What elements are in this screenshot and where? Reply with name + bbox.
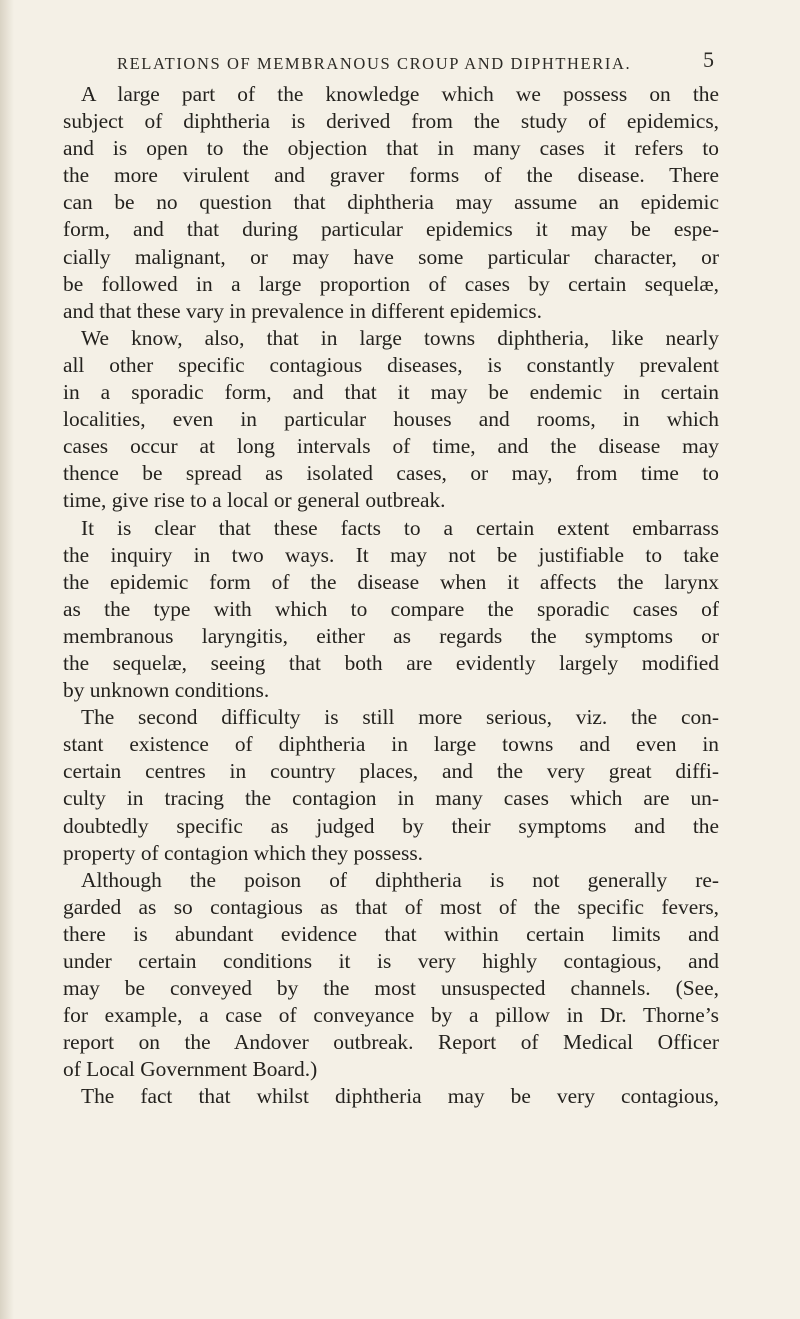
text-line: the sequelæ, seeing that both are evidently largely modified [63, 650, 719, 675]
text-line: The fact that whilst diphtheria may be very contagious, [81, 1084, 719, 1109]
text-line: the inquiry in two ways. It may not be justifiable to take [63, 542, 719, 567]
text-line: time, give rise to a local or general outbreak. [63, 488, 446, 513]
text-line: there is abundant evidence that within certain limits and [63, 921, 719, 946]
text-line: can be no question that diphtheria may assume an epidemic [63, 190, 719, 215]
text-line: property of contagion which they possess. [63, 840, 424, 865]
text-line: by unknown conditions. [63, 678, 270, 703]
text-line: the epidemic form of the disease when it affects the larynx [63, 569, 719, 594]
text-line: It is clear that these facts to a certain extent embarrass [81, 515, 719, 540]
text-line: culty in tracing the contagion in many cases which are un- [63, 786, 719, 811]
running-head: RELATIONS OF MEMBRANOUS CROUP AND DIPHTHERIA. [117, 54, 632, 73]
text-line: the more virulent and graver forms of the disease. There [63, 163, 719, 188]
text-line: membranous laryngitis, either as regards the symptoms or [63, 623, 719, 648]
text-line: in a sporadic form, and that it may be endemic in certain [63, 380, 719, 405]
page-gutter-shadow [0, 0, 14, 1319]
text-line: cially malignant, or may have some particular character, or [63, 244, 719, 269]
text-line: stant existence of diphtheria in large towns and even in [63, 732, 719, 757]
text-line: form, and that during particular epidemics it may be espe- [63, 217, 719, 242]
text-line: and is open to the objection that in many cases it refers to [63, 136, 719, 161]
text-line: all other specific contagious diseases, is constantly prevalent [63, 352, 719, 377]
text-line: be followed in a large proportion of cases by certain sequelæ, [63, 271, 719, 296]
text-line: garded as so contagious as that of most of the specific fevers, [63, 894, 719, 919]
page-number: 5 [703, 47, 714, 72]
text-line: A large part of the knowledge which we possess on the [81, 82, 719, 106]
text-line: subject of diphtheria is derived from the study of epidemics, [63, 109, 719, 134]
text-line: doubtedly specific as judged by their symptoms and the [63, 813, 719, 838]
text-line: certain centres in country places, and the very great diffi- [63, 759, 719, 784]
text-line: of Local Government Board.) [63, 1057, 318, 1082]
text-line: The second difficulty is still more serious, viz. the con- [81, 705, 719, 730]
text-line: thence be spread as isolated cases, or may, from time to [63, 461, 719, 486]
text-line: for example, a case of conveyance by a pillow in Dr. Thorne’s [63, 1003, 719, 1028]
text-line: We know, also, that in large towns diphtheria, like nearly [81, 325, 719, 350]
text-line: and that these vary in prevalence in different epidemics. [63, 298, 542, 323]
text-line: as the type with which to compare the sporadic cases of [63, 596, 719, 621]
body-text [63, 81, 719, 1111]
text-line: cases occur at long intervals of time, and the disease may [63, 434, 719, 459]
text-line: may be conveyed by the most unsuspected channels. (See, [63, 976, 719, 1001]
text-line: under certain conditions it is very highly contagious, and [63, 949, 719, 973]
text-line: report on the Andover outbreak. Report of Medical Officer [63, 1030, 719, 1055]
text-line: Although the poison of diphtheria is not generally re- [81, 867, 719, 892]
text-line: localities, even in particular houses and rooms, in which [63, 407, 719, 432]
